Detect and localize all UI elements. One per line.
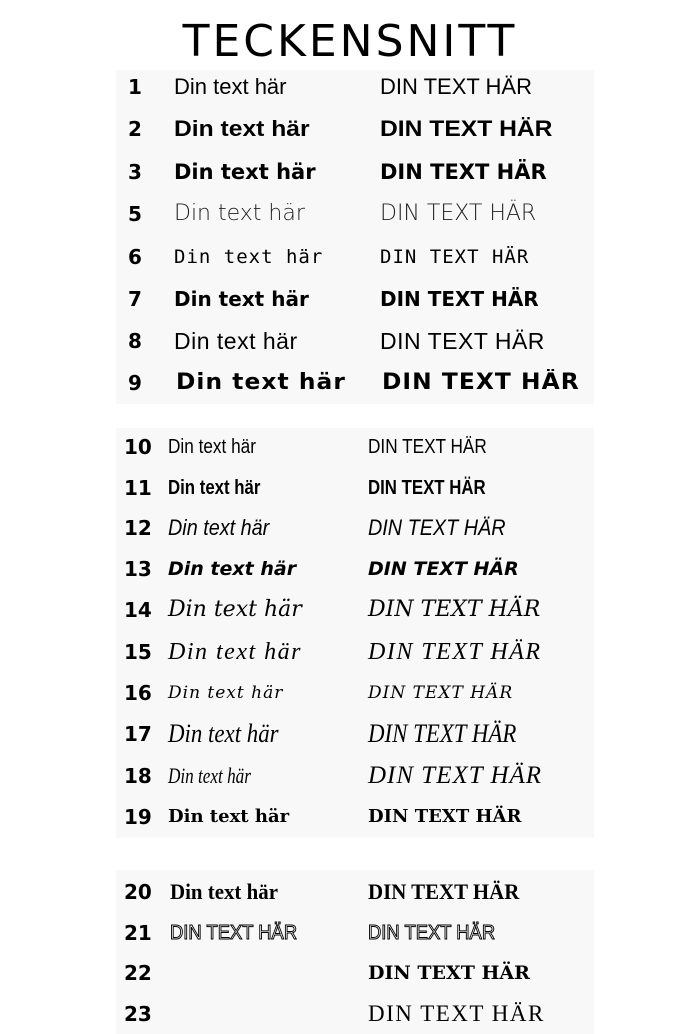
font-sample-uppercase: DIN TEXT HÄR [368,719,517,748]
font-sample-lowercase: Din text här [168,763,251,788]
font-sample-lowercase: Din text här [168,639,302,665]
font-number: 19 [124,805,152,829]
font-row-13 [0,549,700,589]
font-number: 14 [124,598,152,622]
page-title: TECKENSNITT [182,16,518,67]
font-number: 6 [128,245,142,269]
font-sample-lowercase: Din text här [174,160,316,184]
font-row-8 [0,321,700,361]
font-number: 18 [124,764,152,788]
font-sample-lowercase: Din text här [174,201,305,226]
font-sample-uppercase: DIN TEXT HÄR [380,287,539,311]
font-row-6 [0,237,700,277]
font-sample-uppercase: DIN TEXT HÄR [380,74,532,99]
font-number: 15 [124,640,152,664]
font-sample-uppercase: DIN TEXT HÄR [368,558,519,580]
font-number: 8 [128,329,142,353]
font-sample-lowercase: Din text här [168,806,290,827]
font-sample-uppercase: DIN TEXT HÄR [368,515,506,540]
font-row-16 [0,673,700,713]
font-sample-lowercase: Din text här [170,879,278,904]
font-row-10 [0,427,700,467]
font-number: 23 [124,1002,152,1026]
font-row-9 [0,363,700,403]
font-row-19 [0,797,700,837]
font-sample-lowercase: Din text här [168,436,256,458]
font-number: 10 [124,435,152,459]
font-sample-lowercase: Din text här [168,558,297,580]
font-row-12 [0,508,700,548]
font-row-3 [0,152,700,192]
font-sample-lowercase: Din text här [168,477,261,499]
font-row-15 [0,632,700,672]
font-row-7 [0,279,700,319]
font-number: 20 [124,880,152,904]
font-sample-lowercase: Din text här [174,74,287,99]
font-number: 3 [128,160,142,184]
font-sample-uppercase: DIN TEXT HÄR [368,639,542,665]
font-number: 21 [124,921,152,945]
font-sample-uppercase: DIN TEXT HÄR [380,160,547,184]
font-number: 2 [128,117,142,141]
font-sample-uppercase: DIN TEXT HÄR [368,879,520,904]
font-row-17 [0,714,700,754]
font-sample-uppercase: DIN TEXT HÄR [368,962,530,984]
font-sample-uppercase: DIN TEXT HÄR [368,1001,545,1026]
font-number: 22 [124,961,152,985]
font-sample-uppercase-outline: DIN TEXT HÄR [170,922,298,944]
font-number: 11 [124,476,152,500]
font-sample-lowercase: Din text här [174,116,310,141]
font-sample-uppercase: DIN TEXT HÄR [382,370,580,395]
font-sample-uppercase: DIN TEXT HÄR [380,328,545,354]
font-number: 17 [124,722,152,746]
font-number: 13 [124,557,152,581]
font-sample-uppercase: DIN TEXT HÄR [380,116,553,141]
font-row-2 [0,109,700,149]
font-number: 16 [124,681,152,705]
font-sample-uppercase: DIN TEXT HÄR [368,477,486,499]
font-sample-uppercase: DIN TEXT HÄR [380,201,537,226]
font-sample-lowercase: Din text här [168,683,284,703]
font-row-5 [0,194,700,234]
font-sample-uppercase: DIN TEXT HÄR [368,806,522,827]
font-sample-lowercase: Din text här [168,597,302,622]
font-sample-lowercase: Din text här [168,515,270,540]
font-row-14 [0,590,700,630]
font-number: 1 [128,75,142,99]
font-row-22 [0,953,700,993]
font-sample-uppercase: DIN TEXT HÄR [380,246,530,268]
font-sample-uppercase: DIN TEXT HÄR [368,597,541,622]
font-row-20 [0,872,700,912]
font-sample-uppercase: DIN TEXT HÄR [368,922,496,944]
font-row-23 [0,994,700,1034]
font-sample-uppercase: DIN TEXT HÄR [368,683,514,703]
font-number: 9 [128,371,142,395]
font-number: 5 [128,202,142,226]
font-number: 7 [128,287,142,311]
font-number: 12 [124,516,152,540]
font-row-1 [0,67,700,107]
font-sample-lowercase: Din text här [174,328,298,354]
font-sample-lowercase: Din text här [174,246,324,268]
font-row-21 [0,913,700,953]
font-sample-lowercase: Din text här [174,287,309,311]
font-row-18 [0,756,700,796]
font-sample-lowercase: Din text här [168,719,279,748]
font-sample-uppercase: DIN TEXT HÄR [368,436,487,458]
font-sample-uppercase: DIN TEXT HÄR [368,762,543,789]
font-sample-lowercase: Din text här [176,370,346,395]
font-row-11 [0,468,700,508]
